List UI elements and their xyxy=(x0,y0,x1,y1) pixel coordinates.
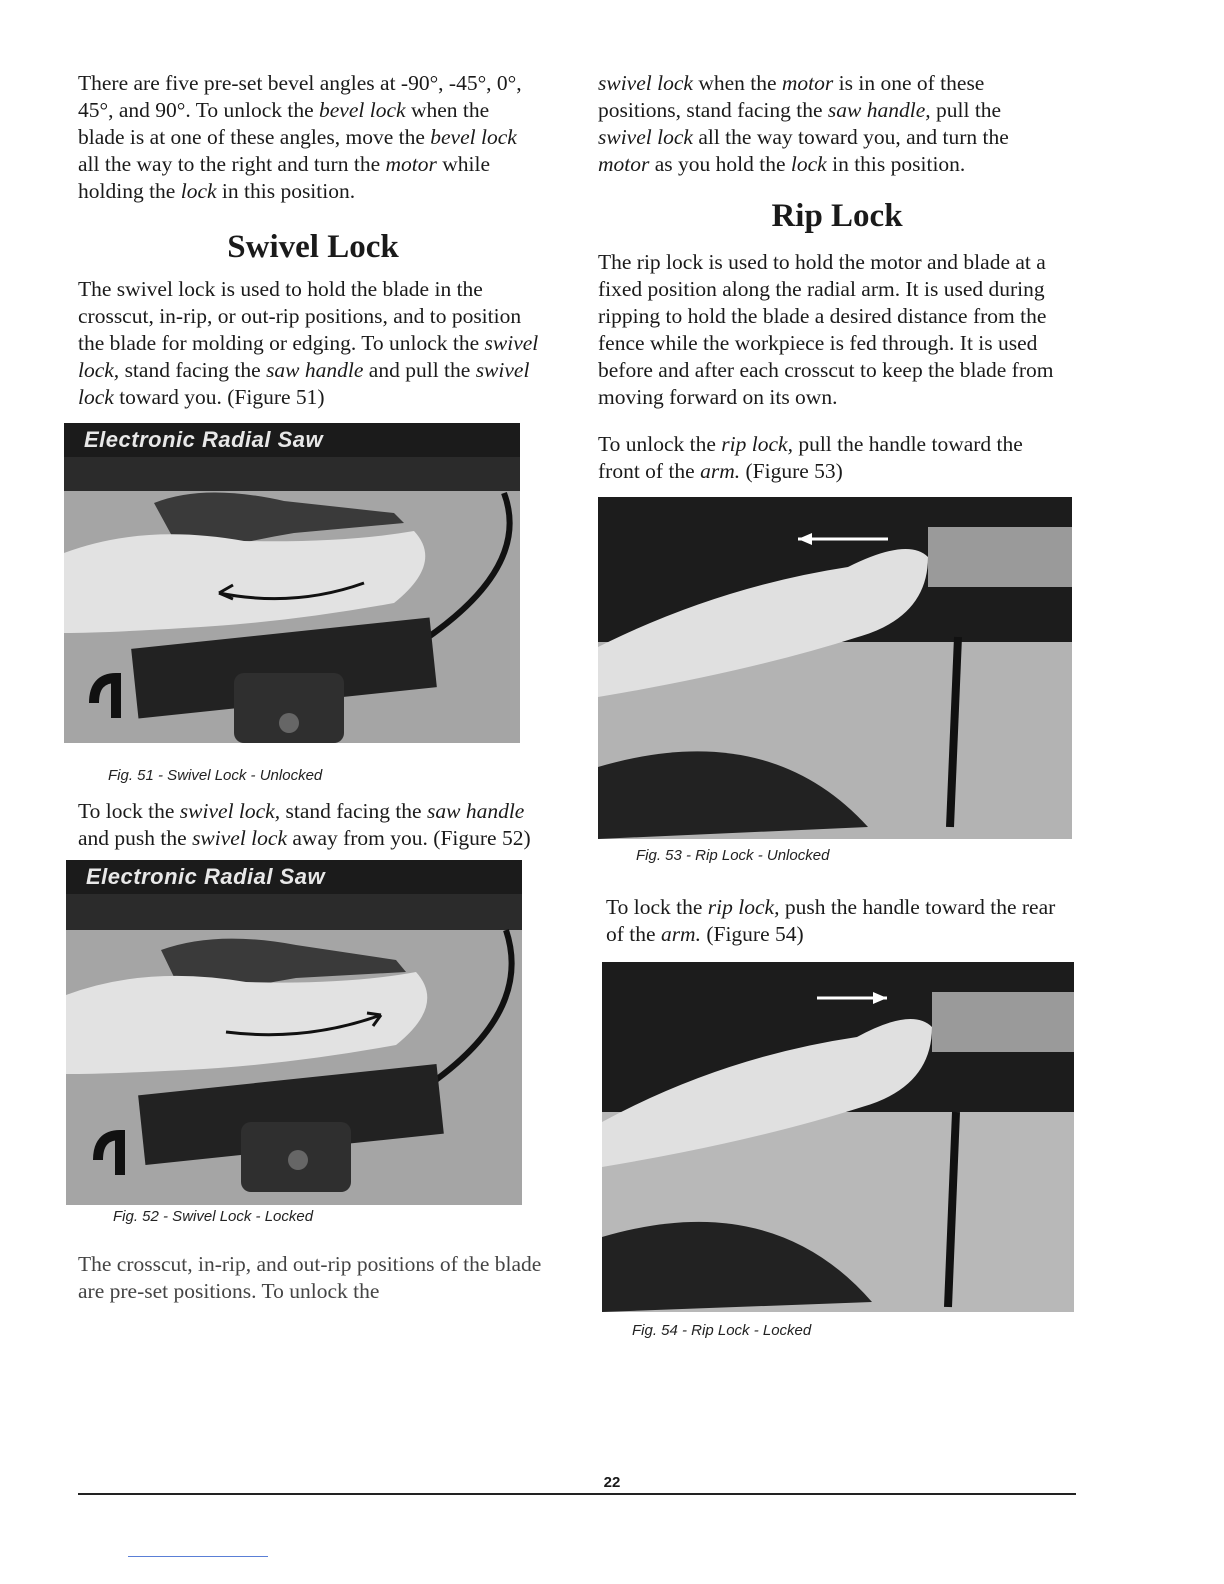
emphasized-term: saw handle xyxy=(266,358,364,382)
left-column xyxy=(78,70,548,1305)
text-run: stand facing the xyxy=(119,358,267,382)
figure-52-photo xyxy=(66,860,522,1205)
figure-52-banner xyxy=(66,860,522,894)
text-run: when the xyxy=(692,71,782,95)
rip-locked-image xyxy=(602,962,1074,1312)
emphasized-term: motor xyxy=(598,152,650,176)
footer-rule xyxy=(78,1493,1076,1495)
emphasized-term: swivel lock xyxy=(598,125,693,149)
emphasized-term: rip lock, xyxy=(707,895,780,919)
text-run: in this position. xyxy=(826,152,966,176)
swivel-continued-paragraph xyxy=(598,70,1058,178)
figure-54-caption: Fig. 54 - Rip Lock - Locked xyxy=(632,1322,812,1339)
emphasized-term: swivel lock xyxy=(78,358,530,409)
text-run: (Figure 54) xyxy=(700,922,804,946)
figure-52-banner-text: Electronic Radial Saw xyxy=(86,864,326,889)
text-run: The rip lock is used to hold the motor and blade at a fixed position along the radial arm. It is used during ripping to hold the blade a desired distance from the fence while the workpiece is fed through. It is used before and after each crosscut to keep the blade from moving forward on its own. xyxy=(598,250,1054,409)
figure-54-photo xyxy=(602,962,1074,1312)
page-number: 22 xyxy=(603,1474,621,1491)
emphasized-term: motor xyxy=(385,152,437,176)
text-run: while holding the xyxy=(78,152,491,203)
emphasized-term: swivel lock xyxy=(192,826,287,850)
text-run: in this position. xyxy=(216,179,356,203)
rip-lock-lock-paragraph xyxy=(606,894,1066,948)
emphasized-term: swivel lock xyxy=(598,71,693,95)
text-run: The crosscut, in-rip, and out-rip positions of the blade are pre-set positions. To unlock the xyxy=(78,1252,542,1303)
swivel-locked-image xyxy=(66,860,522,1205)
text-run: stand facing the xyxy=(280,799,427,823)
text-run: as you hold the xyxy=(649,152,791,176)
rip-lock-heading: Rip Lock xyxy=(771,198,903,234)
figure-51-banner-text: Electronic Radial Saw xyxy=(84,427,324,452)
emphasized-term: lock xyxy=(790,152,827,176)
rip-unlock-paragraph xyxy=(598,431,1068,485)
text-run: away from you. (Figure 52) xyxy=(287,826,531,850)
preset-positions-paragraph xyxy=(78,1251,548,1305)
swivel-lock-lock-paragraph xyxy=(78,798,533,852)
text-run: To lock the xyxy=(606,895,708,919)
swivel-lock-heading: Swivel Lock xyxy=(227,229,399,265)
emphasized-term: arm. xyxy=(700,459,741,483)
emphasized-term: lock xyxy=(180,179,217,203)
figure-51-caption: Fig. 51 - Swivel Lock - Unlocked xyxy=(108,767,323,784)
figure-51-banner xyxy=(64,423,520,457)
link-underline xyxy=(128,1556,268,1557)
emphasized-term: bevel lock xyxy=(319,98,406,122)
emphasized-term: saw handle xyxy=(426,799,525,823)
bevel-angles-paragraph xyxy=(78,70,533,205)
text-run: all the way to the right and turn the xyxy=(78,152,386,176)
rip-lock-paragraph xyxy=(598,249,1068,411)
rip-unlocked-image xyxy=(598,497,1072,839)
emphasized-term: swivel lock, xyxy=(179,799,281,823)
emphasized-term: rip lock, xyxy=(721,432,793,456)
text-run: and pull the xyxy=(363,358,476,382)
text-run: (Figure 53) xyxy=(740,459,843,483)
emphasized-term: arm. xyxy=(660,922,701,946)
text-run: pull the handle toward the front of the xyxy=(598,432,1023,483)
text-run: toward you. (Figure 51) xyxy=(113,385,325,409)
text-run: when the blade is at one of these angles, move the xyxy=(78,98,490,149)
text-run: all the way toward you, and turn the xyxy=(692,125,1009,149)
emphasized-term: motor xyxy=(781,71,834,95)
text-run: is in one of these positions, stand facing the xyxy=(598,71,985,122)
text-run: To unlock the xyxy=(598,432,722,456)
figure-53-photo xyxy=(598,497,1072,839)
swivel-unlocked-image xyxy=(64,423,520,743)
figure-52-caption: Fig. 52 - Swivel Lock - Locked xyxy=(113,1208,314,1225)
emphasized-term: saw handle, xyxy=(827,98,931,122)
right-column xyxy=(598,70,1076,1339)
text-run: and push the xyxy=(78,826,193,850)
swivel-lock-paragraph xyxy=(78,276,543,411)
emphasized-term: swivel lock, xyxy=(78,331,539,382)
text-run: pull the xyxy=(930,98,1002,122)
text-run: push the handle toward the rear of the xyxy=(606,895,1056,946)
figure-51-photo xyxy=(64,423,520,743)
figure-53-caption: Fig. 53 - Rip Lock - Unlocked xyxy=(636,847,830,864)
text-run: The swivel lock is used to hold the blade in the crosscut, in-rip, or out-rip positions, and to position the blade for molding or edging. To unlock the xyxy=(78,277,522,355)
text-run: There are five pre-set bevel angles at -90°, -45°, 0°, 45°, and 90°. To unlock the xyxy=(78,71,522,122)
text-run: To lock the xyxy=(78,799,180,823)
emphasized-term: bevel lock xyxy=(430,125,517,149)
